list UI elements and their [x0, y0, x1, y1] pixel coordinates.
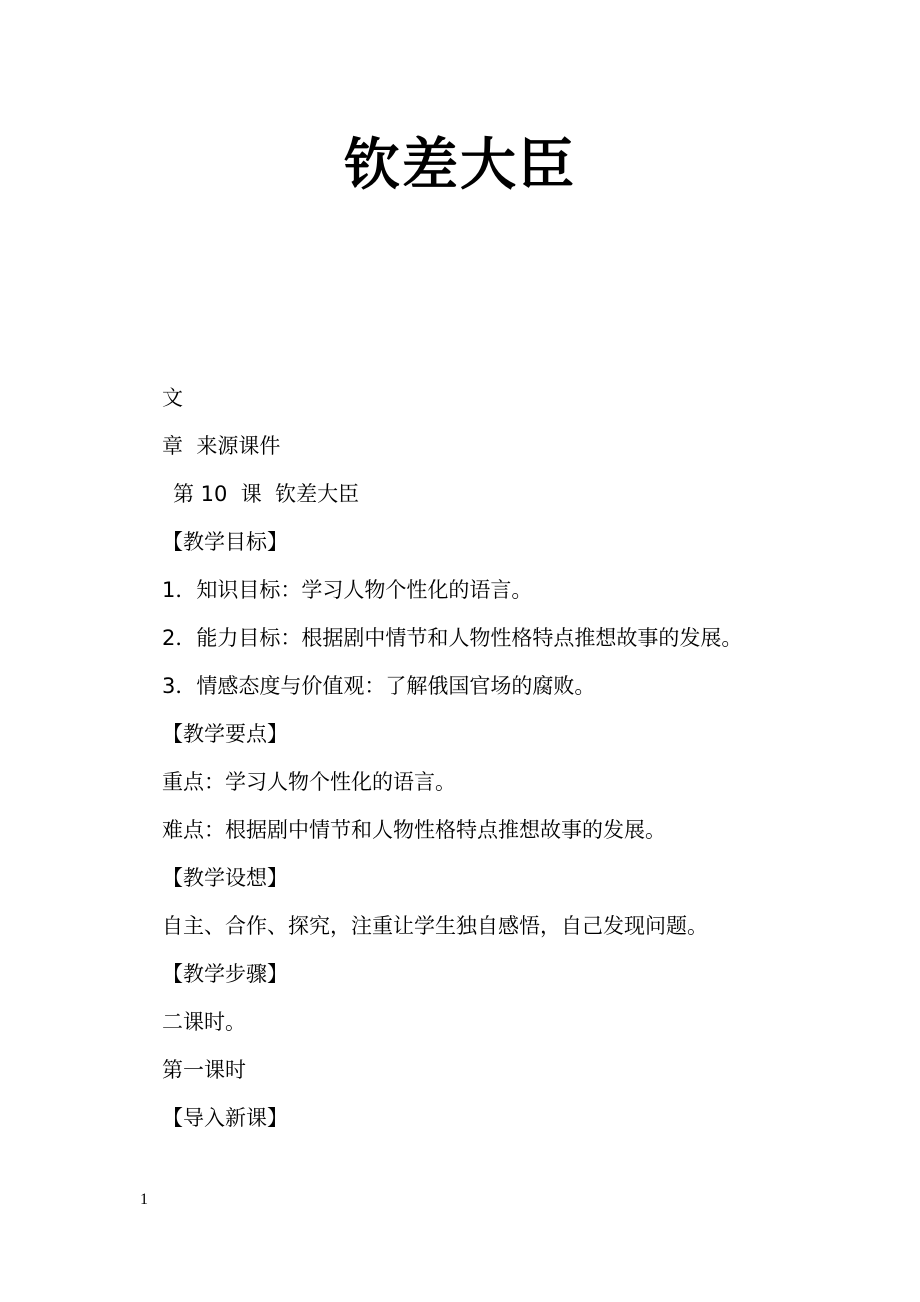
text-line: 第一课时	[162, 1058, 246, 1082]
text-line: 文	[162, 386, 183, 410]
list-item: 1．知识目标：学习人物个性化的语言。	[162, 578, 533, 602]
section-heading: 【教学要点】	[162, 722, 288, 746]
text-line: 二课时。	[162, 1010, 246, 1034]
section-heading: 【教学步骤】	[162, 962, 288, 986]
text-line: 章 来源课件	[162, 434, 281, 458]
section-heading: 【教学设想】	[162, 866, 288, 890]
document-title: 钦差大臣	[344, 133, 576, 198]
list-item: 3．情感态度与价值观：了解俄国官场的腐败。	[162, 674, 596, 698]
list-item: 2．能力目标：根据剧中情节和人物性格特点推想故事的发展。	[162, 626, 743, 650]
text-line: 自主、合作、探究，注重让学生独自感悟，自己发现问题。	[162, 914, 708, 938]
text-line: 重点：学习人物个性化的语言。	[162, 770, 456, 794]
page-number: 1	[140, 1191, 148, 1208]
section-heading: 【教学目标】	[162, 530, 288, 554]
section-heading: 【导入新课】	[162, 1106, 288, 1130]
document-body	[162, 384, 862, 1152]
text-line: 难点：根据剧中情节和人物性格特点推想故事的发展。	[162, 818, 666, 842]
lesson-heading: 第 10 课 钦差大臣	[173, 482, 360, 506]
